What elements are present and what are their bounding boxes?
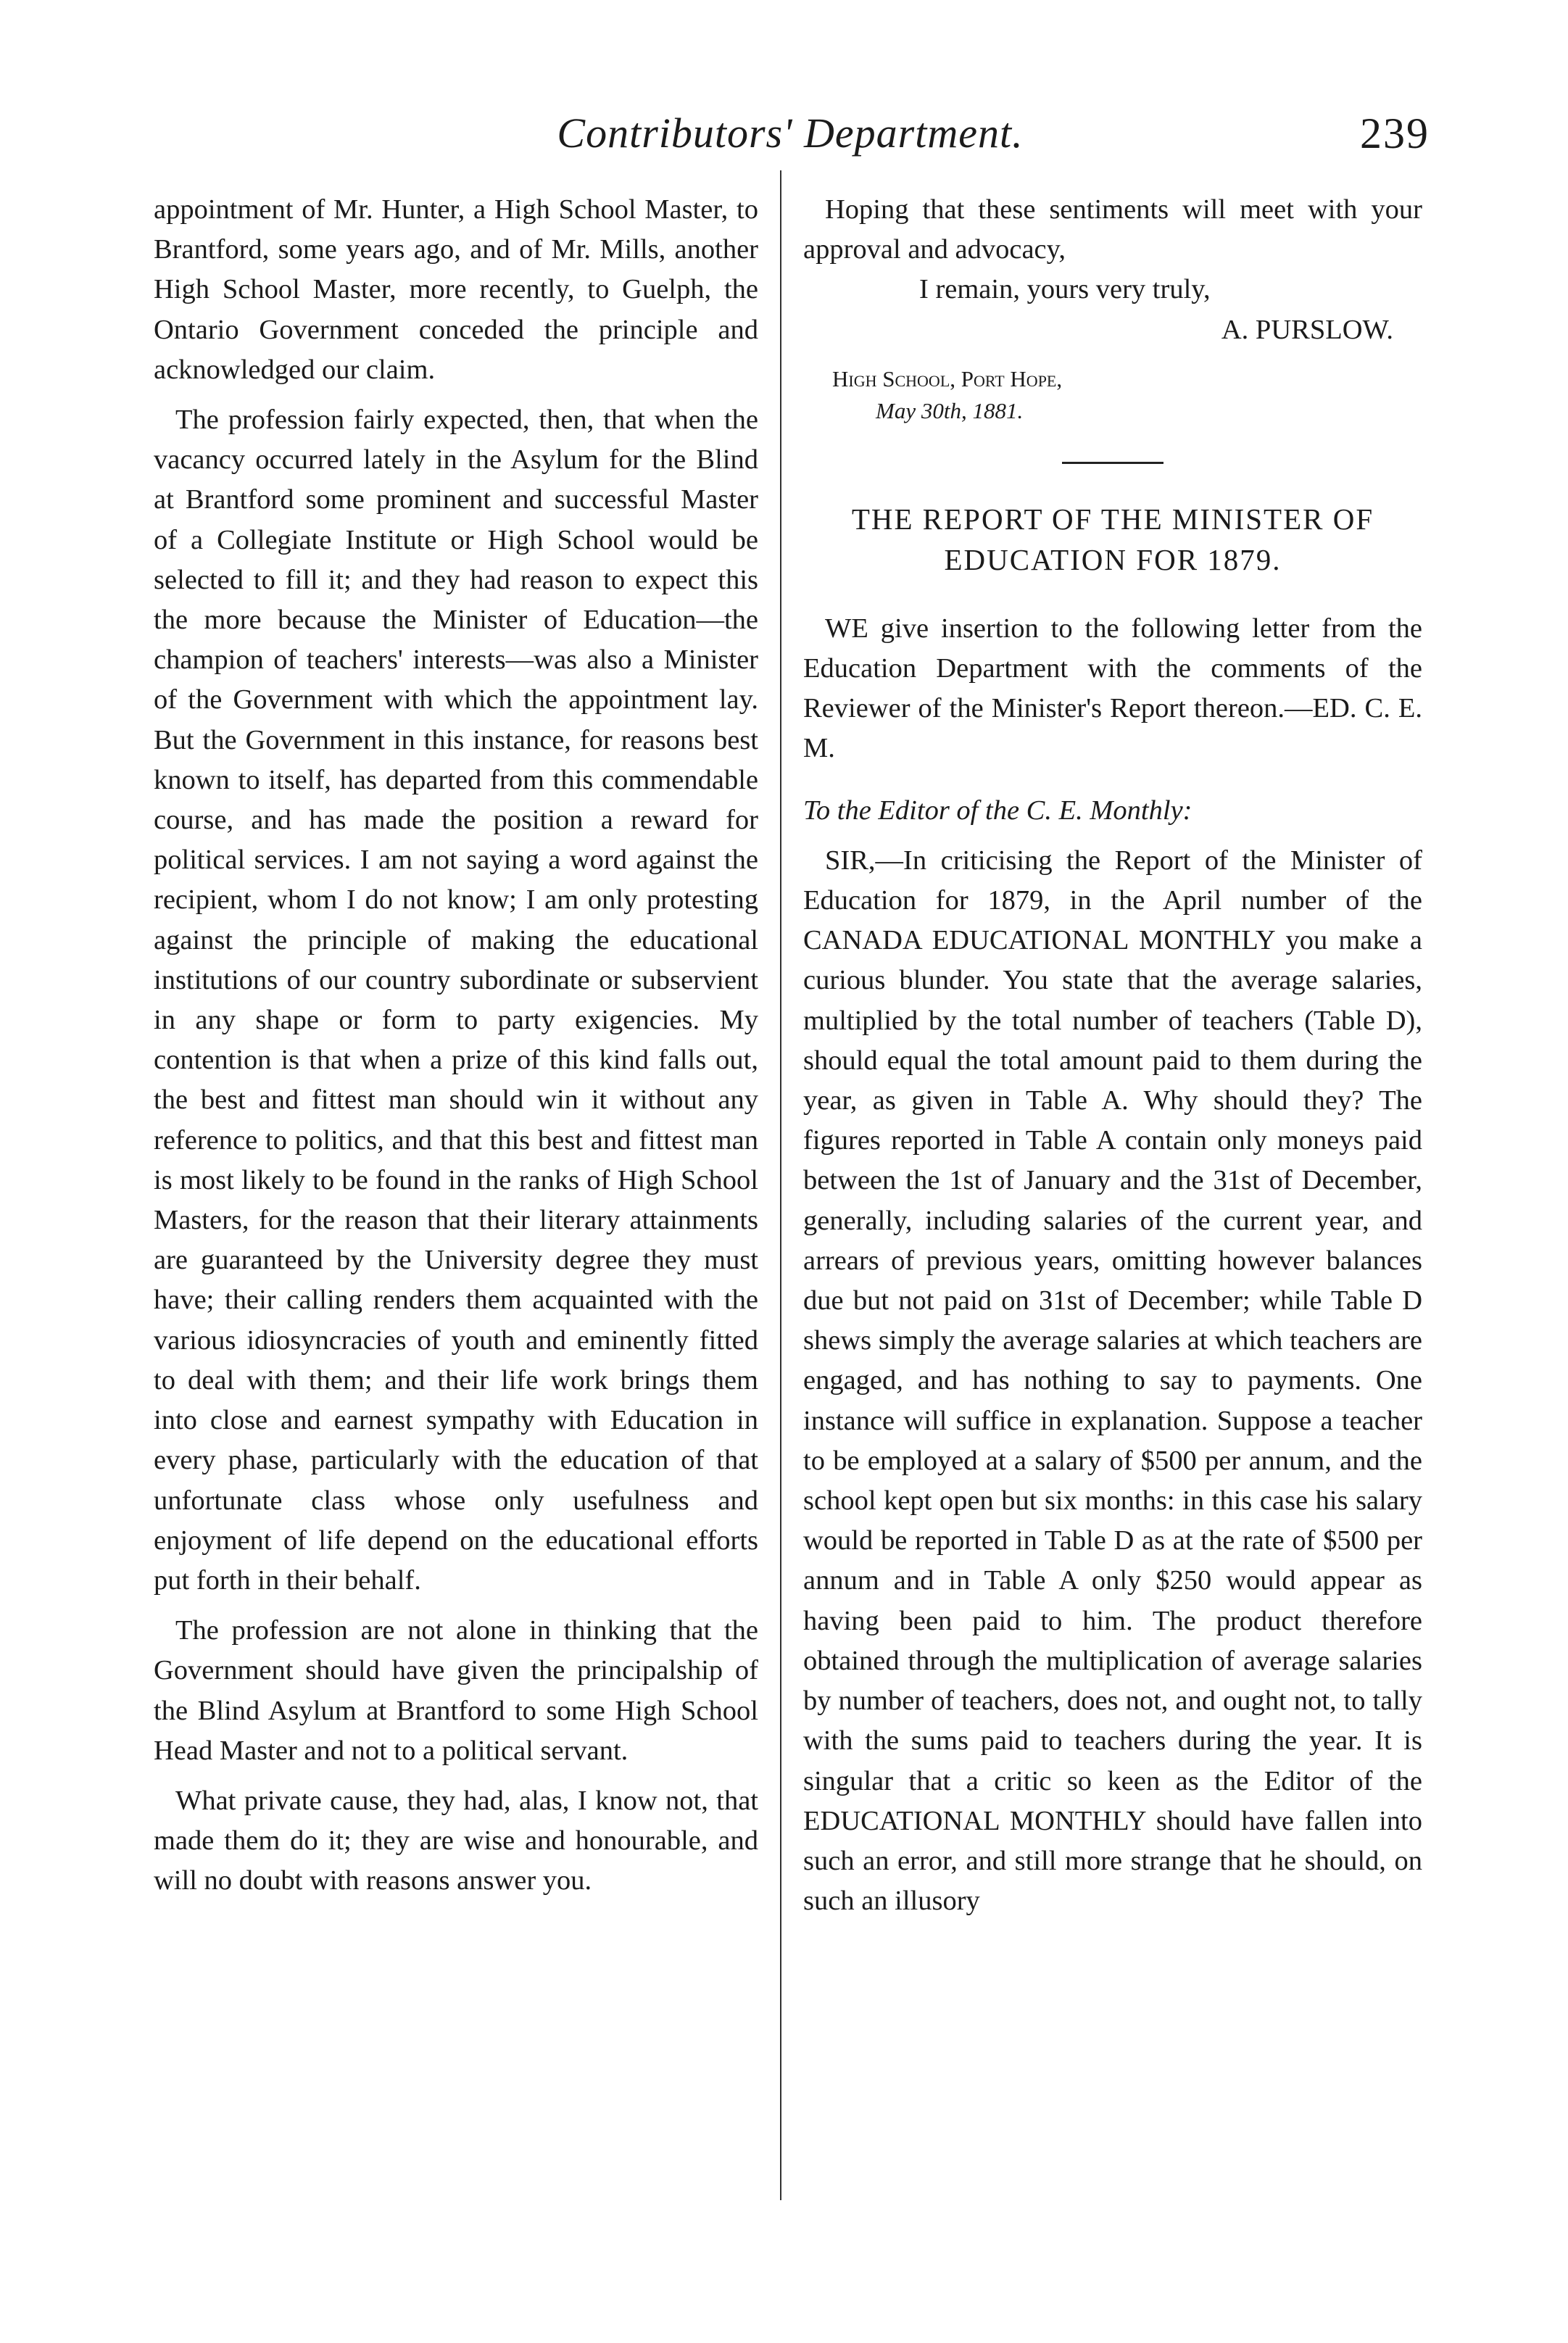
address-place: High School, Port Hope, xyxy=(832,365,1063,391)
column-divider xyxy=(780,170,781,2200)
left-paragraph-2: The profession fairly expected, then, that when the vacancy occurred lately in the Asylum for the Blind at Brantford some prominent and successful Master of a Collegiate Institute or High School would be selected to fill it; and they had reason to expect this the more because the Minister of Education—the champion of teachers' interests—was also a Minister of the Government with which the appointment lay. But the Government in this instance, for reasons best known to itself, has departed from this commendable course, and has made the position a reward for political services. I am not saying a word against the recipient, whom I do not know; I am only protesting against the principle of making the educational institutions of our country subordinate or subservient in any shape or form to party exigencies. My contention is that when a prize of this kind falls out, the best and fittest man should win it without any reference to politics, and that this best and fittest man is most likely to be found in the ranks of High School Masters, for the reason that their literary attainments are guaranteed by the University degree they must have; their calling renders them acquainted with the various idiosyncracies of youth and eminently fitted to deal with them; and their life work brings them into close and earnest sympathy with Education in every phase, particularly with the education of that unfortunate class whose only usefulness and enjoyment of life depend on the educational efforts put forth in their behalf. xyxy=(154,405,758,1596)
letter-valediction: I remain, yours very truly, xyxy=(919,274,1211,305)
section-divider xyxy=(1062,462,1163,464)
running-title: Contributors' Department. xyxy=(557,109,1024,157)
letter-salutation: To the Editor of the C. E. Monthly: xyxy=(803,795,1192,826)
section-heading: THE REPORT OF THE MINISTER OF EDUCATION FOR 1879. xyxy=(851,502,1374,576)
page-number: 239 xyxy=(1360,109,1430,157)
letter-address xyxy=(803,363,1422,427)
left-paragraph-4: What private cause, they had, alas, I know not, that made them do it; they are wise and honourable, and will no doubt with reasons answer you. xyxy=(154,1785,758,1896)
address-date: May 30th, 1881. xyxy=(876,397,1024,423)
left-paragraph-1: appointment of Mr. Hunter, a High School Master, to Brantford, some years ago, and of Mr. Mills, another High School Master, more recently, to Guelph, the Ontario Government conceded the principle and acknowledged our claim. xyxy=(154,194,758,385)
right-column xyxy=(803,190,1422,1921)
letter-closing-paragraph: Hoping that these sentiments will meet with your approval and advocacy, xyxy=(803,194,1422,265)
left-column xyxy=(154,190,758,1902)
letter-body: SIR,—In criticising the Report of the Minister of Education for 1879, in the April number of the CANADA EDUCATIONAL MONTHLY you make a curious blunder. You state that the average salaries, multiplied by the total number of teachers (Table D), should equal the total amount paid to them during the year, as given in Table A. Why should they? The figures reported in Table A contain only moneys paid between the 1st of January and the 31st of December, generally, including salaries of the current year, and arrears of previous years, omitting however balances due but not paid on 31st of December; while Table D shews simply the average salaries at which teachers are engaged, and has nothing to say to payments. One instance will suffice in explanation. Suppose a teacher to be employed at a salary of $500 per annum, and the school kept open but six months: in this case his salary would be reported in Table D as at the rate of $500 per annum and in Table A only $250 would appear as having been paid to him. The product therefore obtained through the multiplication of average salaries by number of teachers, does not, and ought not, to tally with the sums paid to teachers during the year. It is singular that a critic so keen as the Editor of the EDUCATIONAL MONTHLY should have fallen into such an error, and still more strange that he should, on such an illusory xyxy=(803,845,1422,1917)
editor-intro: WE give insertion to the following letter from the Education Department with the comments of the Reviewer of the Minister's Report thereon.—ED. C. E. M. xyxy=(803,613,1422,764)
left-paragraph-3: The profession are not alone in thinking that the Government should have given the principalship of the Blind Asylum at Brantford to some High School Head Master and not to a political servant. xyxy=(154,1615,758,1766)
letter-signature: A. PURSLOW. xyxy=(1221,314,1393,345)
